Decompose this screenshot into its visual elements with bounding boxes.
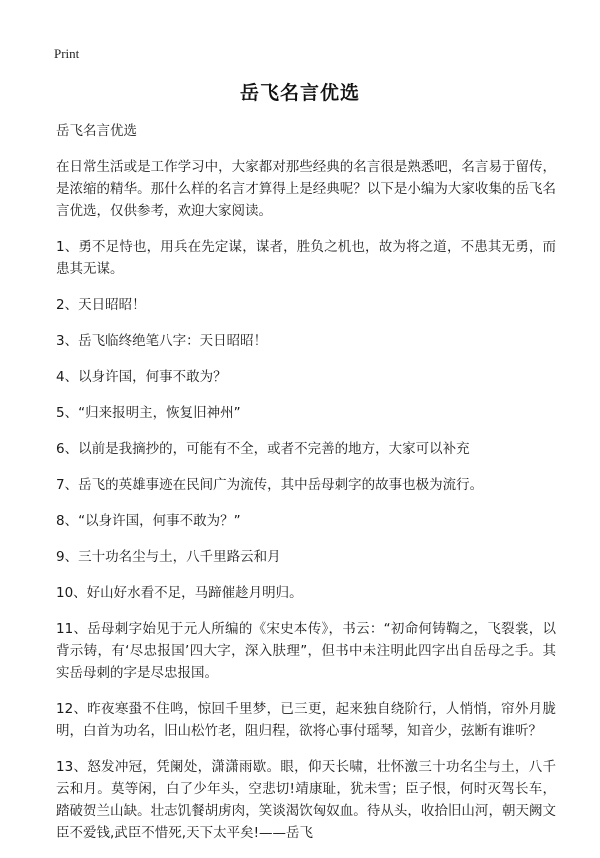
quote-item: 13、怒发冲冠，凭阑处，潇潇雨歇。眼，仰天长啸，壮怀激三十功名尘与土，八千云和月。莫等闲，白了少年头，空悲切!靖康耻，犹未雪；臣子恨，何时灭驾长车，踏破贺兰山缺。壮志饥餐胡虏肉，笑谈渴饮匈奴血。待从头，收拾旧山河，朝天阙文臣不爱钱,武臣不惜死,天下太平矣!——岳飞 — [56, 759, 556, 841]
quote-item: 11、岳母刺字始见于元人所编的《宋史本传》，书云：“初命何铸鞫之，飞裂裳，以背示铸，有‘尽忠报国’四大字，深入肤理”，但书中未注明此四字出自岳母之手。其实岳母刺的字是尽忠报国。 — [56, 621, 556, 681]
quote-item: 12、昨夜寒蛩不住鸣，惊回千里梦，已三更，起来独自绕阶行，人悄悄，帘外月胧明，白首为功名，旧山松竹老，阻归程，欲将心事付瑶琴，知音少，弦断有谁听？ — [56, 701, 556, 739]
quote-item: 5、“归来报明主，恢复旧神州” — [56, 405, 241, 421]
quote-item: 3、岳飞临终绝笔八字：天日昭昭！ — [56, 333, 268, 349]
document-subtitle: 岳飞名言优选 — [56, 123, 137, 139]
quote-item: 2、天日昭昭！ — [56, 297, 146, 313]
quote-item: 9、三十功名尘与土，八千里路云和月 — [56, 549, 281, 565]
print-link[interactable]: Print — [54, 46, 80, 61]
quote-item: 6、以前是我摘抄的，可能有不全，或者不完善的地方，大家可以补充 — [56, 441, 470, 457]
quote-item: 10、好山好水看不足，马蹄催趁月明归。 — [56, 585, 303, 601]
page-title: 岳飞名言优选 — [239, 82, 360, 104]
intro-paragraph: 在日常生活或是工作学习中，大家都对那些经典的名言很是熟悉吧，名言易于留传，是浓缩的精华。那什么样的名言才算得上是经典呢？以下是小编为大家收集的岳飞名言优选，仅供参考，欢迎大家阅读。 — [56, 159, 556, 219]
quote-item: 7、岳飞的英雄事迹在民间广为流传，其中岳母刺字的故事也极为流行。 — [56, 477, 484, 493]
quote-item: 8、“以身许国，何事不敢为？” — [56, 513, 241, 529]
quote-item: 1、勇不足恃也，用兵在先定谋，谋者，胜负之机也，故为将之道，不患其无勇，而患其无谋。 — [56, 239, 556, 277]
document-body — [56, 120, 556, 858]
quote-item: 4、以身许国，何事不敢为？ — [56, 369, 227, 385]
